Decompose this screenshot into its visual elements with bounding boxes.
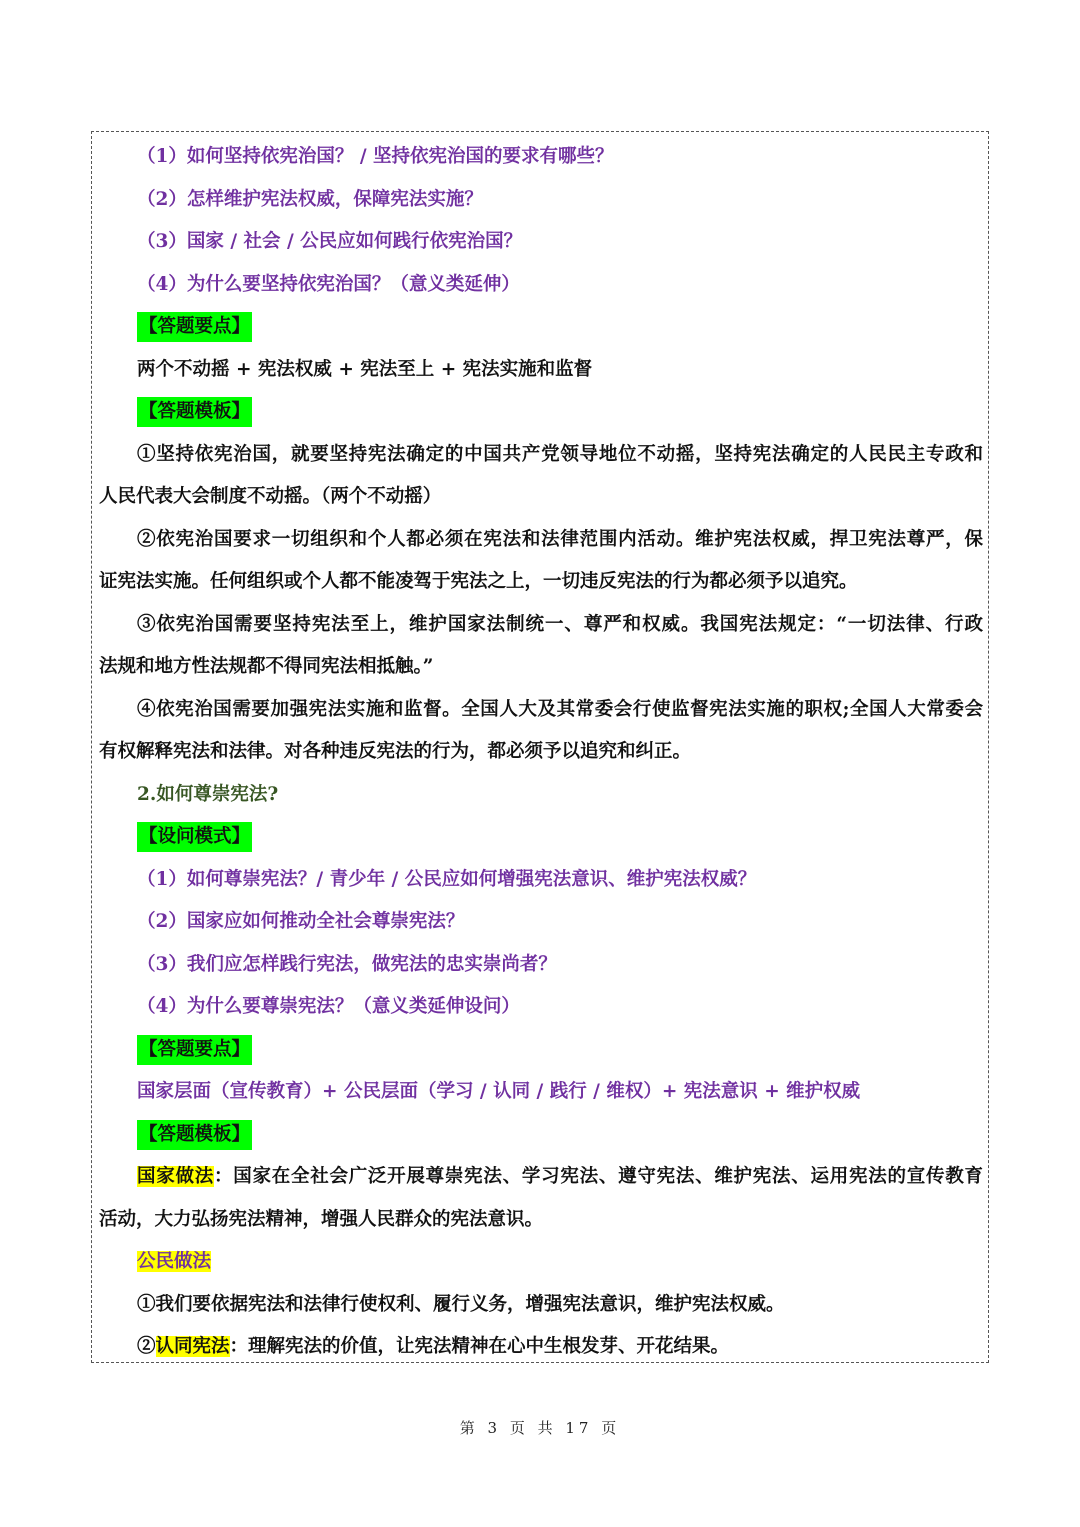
citizen-point-2: ②认同宪法：理解宪法的价值，让宪法精神在心中生根发芽、开花结果。: [137, 1336, 730, 1357]
q2-item-3: （3）我们应怎样践行宪法，做宪法的忠实崇尚者？: [137, 953, 557, 975]
page-footer: 第 3 页 共 17 页: [459, 1419, 621, 1437]
answer-template-tag-2: 【答题模板】: [137, 1120, 252, 1150]
state-approach-line-2: 活动，大力弘扬宪法精神，增强人民群众的宪法意识。: [99, 1208, 544, 1230]
paragraph-3-line-1: ③依宪治国需要坚持宪法至上，维护国家法制统一、尊严和权威。我国宪法规定：“一切法律、行政: [137, 613, 983, 635]
paragraph-2-line-1: ②依宪治国要求一切组织和个人都必须在宪法和法律范围内活动。维护宪法权威，捍卫宪法尊严，保: [137, 528, 983, 550]
recognize-constitution-label: 认同宪法: [155, 1336, 230, 1357]
citizen-approach-label: 公民做法: [137, 1251, 212, 1272]
state-approach-line-1: 国家做法：国家在全社会广泛开展尊崇宪法、学习宪法、遵守宪法、维护宪法、运用宪法的宣传教育: [137, 1166, 983, 1187]
answer-points-tag-2: 【答题要点】: [137, 1035, 252, 1065]
paragraph-3-line-2: 法规和地方性法规都不得同宪法相抵触。”: [99, 656, 434, 677]
paragraph-1-line-1: ①坚持依宪治国，就要坚持宪法确定的中国共产党领导地位不动摇，坚持宪法确定的人民民主专政和: [137, 443, 983, 465]
section-heading: 2.如何尊崇宪法?: [137, 783, 279, 805]
q1-item-4: （4）为什么要坚持依宪治国？（意义类延伸）: [137, 273, 520, 295]
answer-points-text-2: 国家层面（宣传教育）+ 公民层面（学习 / 认同 / 践行 / 维权）+ 宪法意识 + 维护权威: [137, 1081, 861, 1102]
paragraph-4-line-2: 有权解释宪法和法律。对各种违反宪法的行为，都必须予以追究和纠正。: [99, 741, 692, 762]
document-content: [99, 136, 983, 1369]
q1-item-3: （3）国家 / 社会 / 公民应如何践行依宪治国？: [137, 231, 523, 252]
paragraph-1-line-2: 人民代表大会制度不动摇。（两个不动摇）: [99, 486, 442, 507]
answer-points-tag: 【答题要点】: [137, 312, 252, 342]
q1-item-2: （2）怎样维护宪法权威，保障宪法实施？: [137, 188, 483, 210]
paragraph-4-line-1: ④依宪治国需要加强宪法实施和监督。全国人大及其常委会行使监督宪法实施的职权;全国人大常委会: [137, 698, 983, 720]
paragraph-2-line-2: 证宪法实施。任何组织或个人都不能凌驾于宪法之上，一切违反宪法的行为都必须予以追究。: [99, 571, 858, 592]
citizen-point-1: ①我们要依据宪法和法律行使权利、履行义务，增强宪法意识，维护宪法权威。: [137, 1293, 785, 1315]
question-mode-tag: 【设问模式】: [137, 822, 252, 852]
q1-item-1: （1）如何坚持依宪治国？ / 坚持依宪治国的要求有哪些？: [137, 146, 614, 167]
q2-item-1: （1）如何尊崇宪法？/ 青少年 / 公民应如何增强宪法意识、维护宪法权威？: [137, 868, 757, 890]
answer-template-tag: 【答题模板】: [137, 397, 252, 427]
q2-item-2: （2）国家应如何推动全社会尊崇宪法？: [137, 911, 465, 932]
q2-item-4: （4）为什么要尊崇宪法？（意义类延伸设问）: [137, 996, 520, 1017]
state-approach-label: 国家做法: [137, 1166, 214, 1187]
answer-points-text: 两个不动摇 + 宪法权威 + 宪法至上 + 宪法实施和监督: [137, 358, 593, 380]
